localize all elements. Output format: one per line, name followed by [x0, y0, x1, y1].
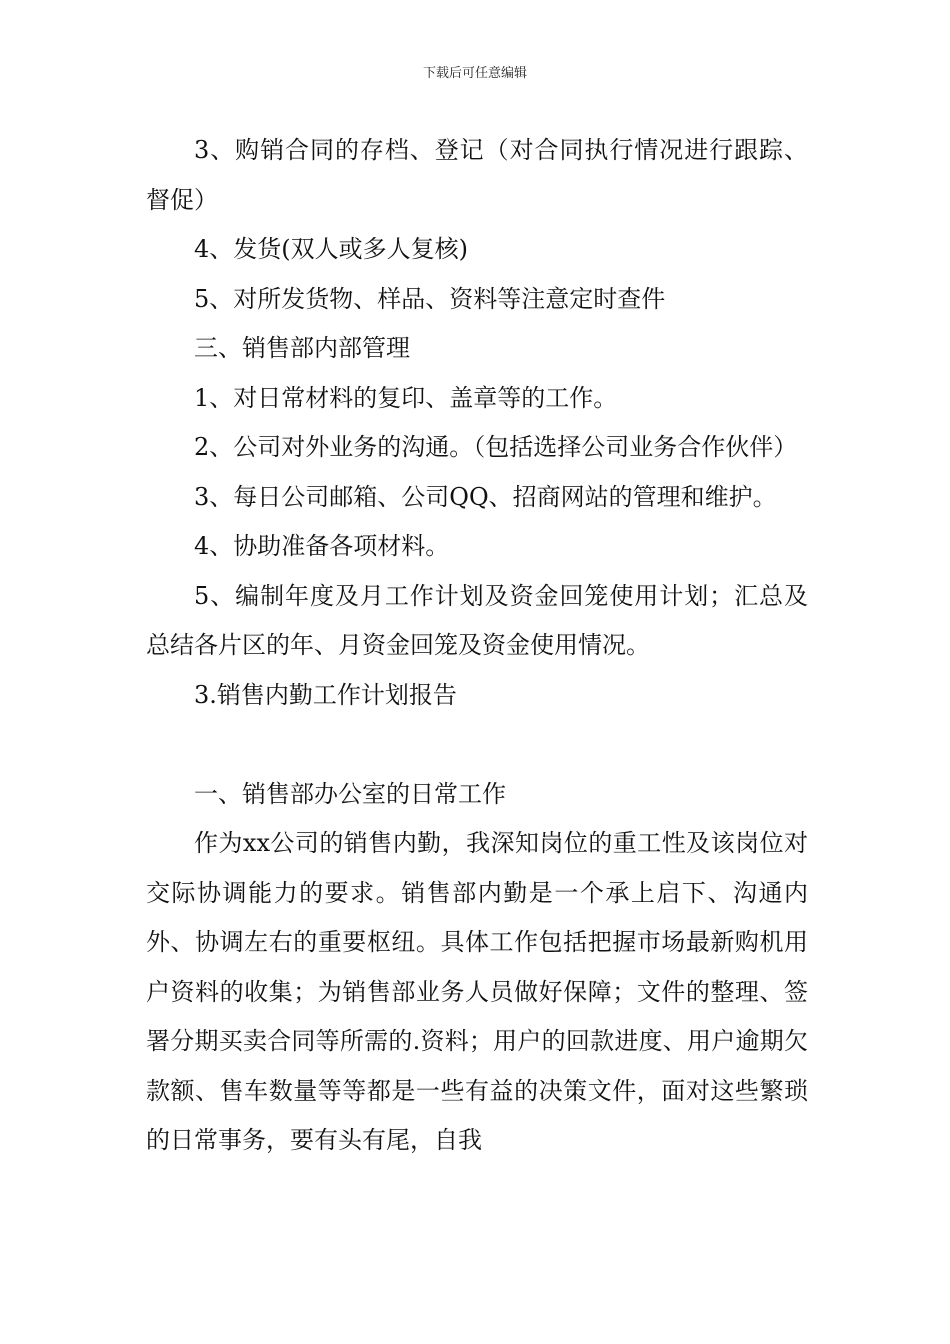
- document-body: [146, 126, 808, 1166]
- page-header: 下载后可任意编辑: [422, 66, 527, 81]
- paragraph-work-plan: 5、编制年度及月工作计划及资金回笼使用计划；汇总及总结各片区的年、月资金回笼及资金使用情况。: [146, 581, 808, 659]
- section-title-report: 3.销售内勤工作计划报告: [194, 680, 457, 709]
- paragraph-copying-stamping: 1、对日常材料的复印、盖章等的工作。: [194, 383, 618, 412]
- paragraph-shipping: 4、发货(双人或多人复核): [194, 235, 468, 263]
- section-heading-daily-work: 一、销售部办公室的日常工作: [194, 779, 506, 808]
- paragraph-prepare-materials: 4、协助准备各项材料。: [194, 532, 450, 560]
- paragraph-external-communication: 2、公司对外业务的沟通。（包括选择公司业务合作伙伴）: [194, 433, 798, 461]
- paragraph-contract-archiving: 3、购销合同的存档、登记（对合同执行情况进行跟踪、督促）: [146, 136, 808, 214]
- section-heading-internal-management: 三、销售部内部管理: [194, 334, 410, 362]
- blank-line: [146, 720, 808, 770]
- paragraph-tracking: 5、对所发货物、样品、资料等注意定时查件: [194, 284, 666, 313]
- paragraph-role-description: 作为xx公司的销售内勤，我深知岗位的重工性及该岗位对交际协调能力的要求。销售部内勤是一个承上启下、沟通内外、协调左右的重要枢纽。具体工作包括把握市场最新购机用户资料的收集；为销售部业务人员做好保障；文件的整理、签署分期买卖合同等所需的.资料；用户的回款进度、用户逾期欠款额、售车数量等等都是一些有益的决策文件，面对这些繁琐的日常事务，要有头有尾，自我: [146, 829, 808, 1154]
- paragraph-mailbox-maintenance: 3、每日公司邮箱、公司QQ、招商网站的管理和维护。: [194, 482, 777, 511]
